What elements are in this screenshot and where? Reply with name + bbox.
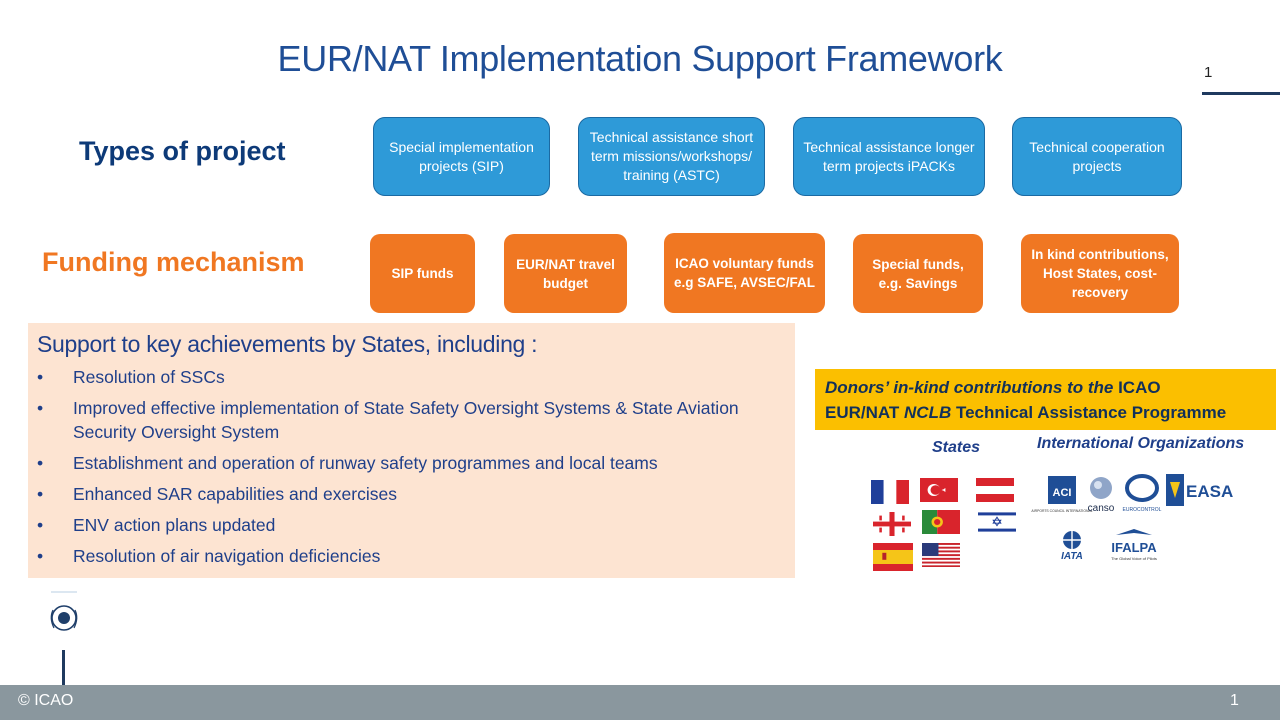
usa-flag-icon xyxy=(922,543,960,567)
eurocontrol-logo-icon xyxy=(1121,472,1163,514)
aci-logo-icon xyxy=(1031,474,1093,524)
footer-bar xyxy=(0,685,1280,720)
donors-line2-italic: NCLB xyxy=(904,403,952,422)
georgia-flag-icon xyxy=(873,512,911,536)
achievements-list xyxy=(37,365,777,575)
donors-banner xyxy=(815,369,1276,430)
easa-logo-text: EASA xyxy=(1186,482,1234,501)
list-item: • Establishment and operation of runway safety programmes and local teams xyxy=(37,451,777,475)
slide-number-top: 1 xyxy=(1204,64,1213,81)
international-organizations-label: International Organizations xyxy=(1037,435,1245,452)
types-of-project-label: Types of project xyxy=(79,136,286,166)
footer-vertical-bar xyxy=(62,650,65,685)
eurocontrol-logo-text: EUROCONTROL xyxy=(1122,507,1162,513)
aci-logo-text: ACI xyxy=(1052,487,1072,499)
easa-logo-icon xyxy=(1166,472,1232,508)
austria-flag-icon xyxy=(976,478,1014,502)
footer-copyright: © ICAO xyxy=(18,692,74,709)
footer-page-number: 1 xyxy=(1230,692,1239,709)
project-type-technical-cooperation: Technical cooperation projects xyxy=(1012,117,1182,196)
project-type-astc: Technical assistance short term missions/workshops/ training (ASTC) xyxy=(578,117,765,196)
ifalpa-logo-icon xyxy=(1106,525,1162,563)
funding-voluntary-funds: ICAO voluntary funds e.g SAFE, AVSEC/FAL xyxy=(664,233,825,313)
spain-flag-icon xyxy=(873,543,913,571)
list-item: • Improved effective implementation of State Safety Oversight Systems & State Aviation Security Oversight System xyxy=(37,396,777,444)
iata-logo-text: IATA xyxy=(1061,551,1083,562)
canso-logo-icon xyxy=(1082,474,1120,514)
aci-logo-subtext: AIRPORTS COUNCIL INTERNATIONAL xyxy=(1031,509,1093,513)
canso-logo-text: canso xyxy=(1087,503,1115,514)
slide-title: EUR/NAT Implementation Support Framework xyxy=(277,38,1003,79)
funding-in-kind: In kind contributions, Host States, cost-recovery xyxy=(1021,234,1179,313)
ifalpa-logo-text: IFALPA xyxy=(1111,540,1157,555)
header-rule xyxy=(1202,92,1280,95)
donors-line1-plain: ICAO xyxy=(1113,378,1161,397)
funding-special-funds: Special funds, e.g. Savings xyxy=(853,234,983,313)
donors-line2-b: Technical Assistance Programme xyxy=(951,403,1227,422)
donors-line2-a: EUR/NAT xyxy=(825,403,905,422)
donors-line1-italic: Donors’ in-kind contributions to the xyxy=(825,378,1114,397)
funding-travel-budget: EUR/NAT travel budget xyxy=(504,234,627,313)
list-item: • Resolution of air navigation deficiencies xyxy=(37,544,777,568)
list-item: • Enhanced SAR capabilities and exercises xyxy=(37,482,777,506)
funding-mechanism-label: Funding mechanism xyxy=(42,247,305,277)
list-item: • Resolution of SSCs xyxy=(37,365,777,389)
funding-sip-funds: SIP funds xyxy=(370,234,475,313)
project-type-sip: Special implementation projects (SIP) xyxy=(373,117,550,196)
france-flag-icon xyxy=(871,480,909,504)
list-item: • ENV action plans updated xyxy=(37,513,777,537)
states-label: States xyxy=(932,439,981,456)
ifalpa-logo-subtext: The Global Voice of Pilots xyxy=(1111,556,1157,561)
icao-emblem-icon xyxy=(43,588,85,640)
turkey-flag-icon xyxy=(920,478,958,502)
project-type-ipacks: Technical assistance longer term projects iPACKs xyxy=(793,117,985,196)
achievements-heading: Support to key achievements by States, including : xyxy=(37,331,538,357)
achievements-panel xyxy=(28,323,795,578)
portugal-flag-icon xyxy=(922,510,960,534)
iata-logo-icon xyxy=(1050,529,1094,561)
israel-flag-icon xyxy=(978,510,1016,534)
